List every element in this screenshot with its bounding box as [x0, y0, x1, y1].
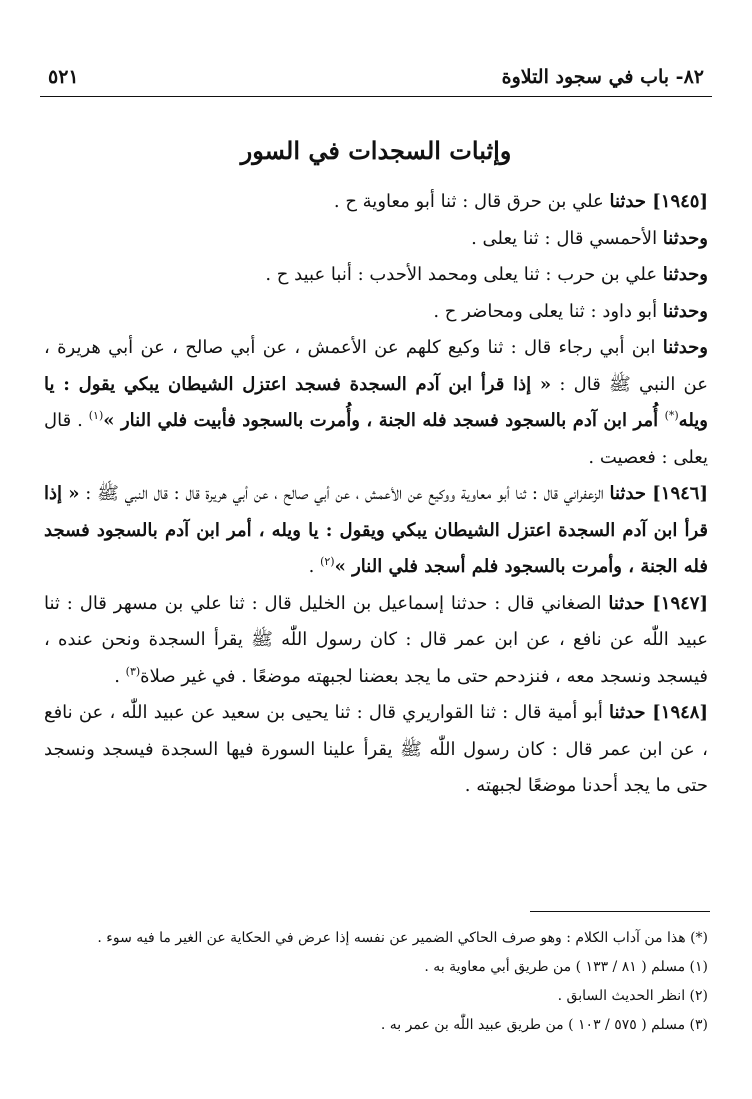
prophetic-saying: « إذا قرأ ابن آدم السجدة اعتزل الشيطان يبكي ويقول : يا ويله ، أمر ابن آدم بالسجود فسجد فله الجنة ، وأمرت بالسجود فلم أسجد فلي النار » [44, 483, 708, 577]
section-title: وإثبات السجدات في السور [240, 136, 512, 165]
running-header [40, 62, 712, 97]
footnote-divider [530, 911, 710, 912]
narration-marker: وحدثنا [662, 227, 708, 249]
paragraph-text: الزعفراني قال : ثنا أبو معاوية ووكيع عن الأعمش ، عن أبي صالح ، عن أبي هريرة قال : قال النبي ﷺ : [79, 483, 610, 504]
footnote-ref: (١) [88, 409, 104, 422]
paragraph-text: . [114, 665, 126, 687]
footnote: (٢) انظر الحديث السابق . [557, 988, 708, 1004]
hadith-paragraph [44, 184, 708, 221]
footnote: (١) مسلم ( ٨١ / ١٣٣ ) من طريق أبي معاوية به . [424, 959, 708, 975]
narration-marker: [١٩٤٦] حدثنا [609, 483, 708, 504]
hadith-paragraph [44, 476, 708, 586]
footnote: (٣) مسلم ( ٥٧٥ / ١٠٣ ) من طريق عبيد اللّٰه بن عمر به . [380, 1017, 708, 1033]
narration-marker: [١٩٤٧] حدثنا [608, 592, 708, 614]
paragraph-text: علي بن حرق قال : ثنا أبو معاوية ح . [333, 191, 610, 212]
footnote-ref: (٣) [125, 664, 141, 678]
paragraph-text: علي بن حرب : ثنا يعلى ومحمد الأحدب : أنبا عبيد ح . [265, 264, 663, 285]
paragraph-text: أبو أمية قال : ثنا القواريري قال : ثنا يحيى بن سعيد عن عبيد اللّٰه ، عن نافع ، عن ابن عمر قال : كان رسول اللّٰه ﷺ يقرأ علينا السورة فيها السجدة فيسجد ونسجد حتى ما يجد أحدنا موضعًا لجبهته . [44, 702, 708, 796]
paragraph-text: ابن أبي رجاء قال : ثنا وكيع كلهم عن الأعمش ، عن أبي صالح ، عن أبي هريرة ، عن النبي ﷺ قال : [44, 337, 708, 395]
prophetic-saying: « إذا قرأ ابن آدم السجدة فسجد اعتزل الشيطان يبكي يقول : يا ويله [44, 373, 708, 431]
footnote-ref: (٢) [320, 555, 335, 568]
hadith-text [44, 184, 708, 805]
footnote: (*) هذا من آداب الكلام : وهو صرف الحاكي الضمير عن نفسه إذا عرض في الحكاية عن الغير ما فيه سوء . [97, 930, 708, 946]
footnotes [44, 924, 708, 1040]
narration-marker: وحدثنا [662, 300, 708, 322]
hadith-paragraph [44, 695, 708, 805]
paragraph-text: الصغاني قال : حدثنا إسماعيل بن الخليل قال : ثنا علي بن مسهر قال : ثنا عبيد اللّٰه عن نافع ، عن ابن عمر قال : كان رسول اللّٰه ﷺ يقرأ السجدة ونحن عنده ، فيسجد ونسجد معه ، فنزدحم حتى ما يجد بعضنا لجبهته موضعًا . في غير صلاة [44, 592, 708, 687]
prophetic-saying: أُمر ابن آدم بالسجود فسجد فله الجنة ، وأُمرت بالسجود فأبيت فلي النار » [103, 410, 665, 431]
hadith-paragraph [44, 221, 708, 258]
paragraph-text: . [308, 556, 321, 577]
page-number: ٥٢١ [48, 66, 79, 88]
narration-marker: [١٩٤٨] حدثنا [609, 702, 708, 723]
narration-marker: [١٩٤٥] حدثنا [609, 191, 708, 212]
paragraph-text: أبو داود : ثنا يعلى ومحاضر ح . [433, 300, 663, 322]
hadith-paragraph [44, 330, 708, 476]
chapter-title: ٨٢- باب في سجود التلاوة [501, 66, 704, 88]
paragraph-text: الأحمسي قال : ثنا يعلى . [471, 227, 663, 249]
narration-marker: وحدثنا [662, 337, 708, 358]
footnote-ref: (*) [664, 409, 679, 422]
paragraph-text: . قال يعلى : فعصيت . [44, 410, 708, 468]
hadith-paragraph [44, 294, 708, 331]
hadith-paragraph [44, 586, 708, 696]
hadith-paragraph [44, 257, 708, 294]
narration-marker: وحدثنا [662, 264, 708, 285]
